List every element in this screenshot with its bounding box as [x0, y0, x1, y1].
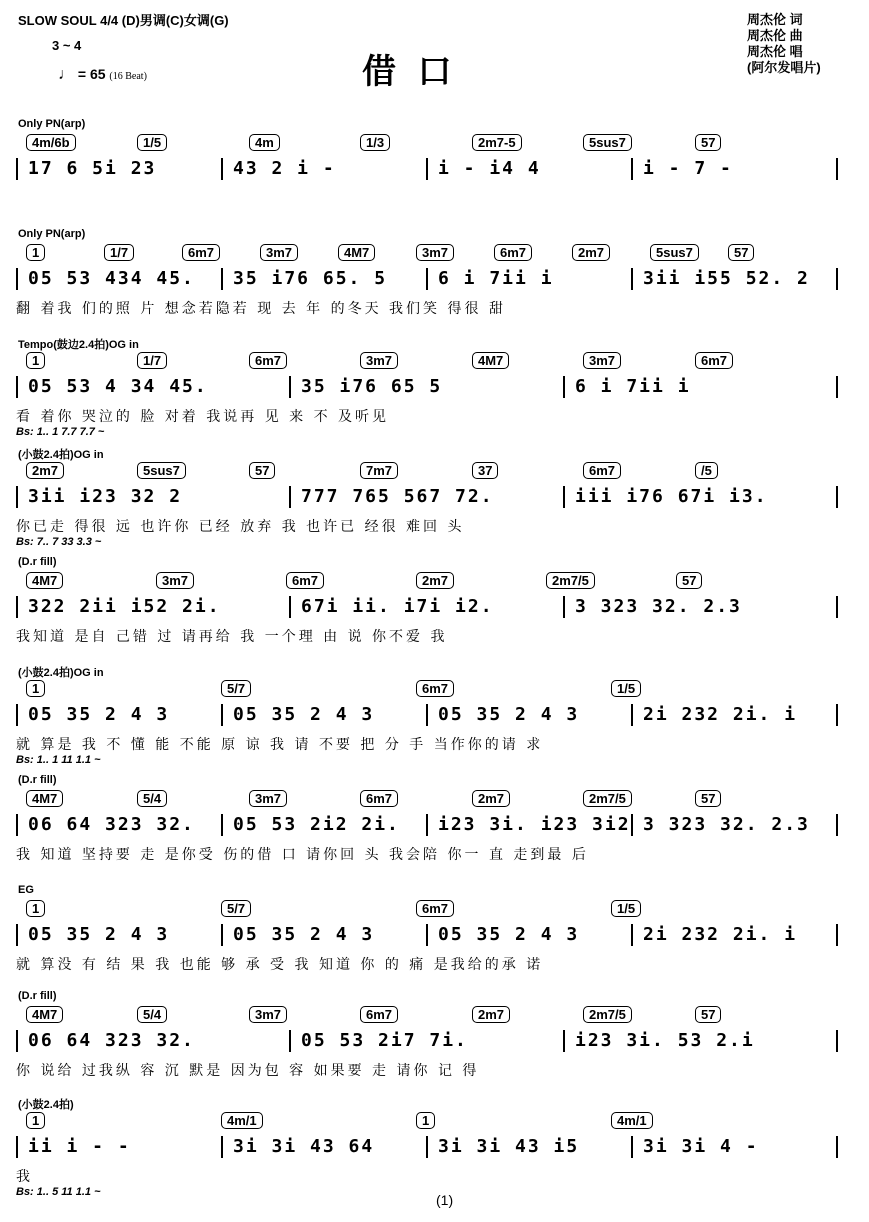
barline — [16, 268, 18, 290]
measure-notes: 05 35 2 4 3 — [438, 704, 580, 725]
chord-symbol: 3m7 — [249, 790, 287, 807]
measure-notes: 35 i76 65. 5 — [233, 268, 388, 289]
credit-singer: 周杰伦 唱 — [747, 44, 803, 59]
chord-symbol: 3m7 — [260, 244, 298, 261]
chord-symbol: 3m7 — [360, 352, 398, 369]
measure-notes: 6 i 7ii i — [575, 376, 691, 397]
barline — [221, 158, 223, 180]
chord-symbol: 5/4 — [137, 1006, 167, 1023]
measure-notes: 06 64 323 32. — [28, 1030, 195, 1051]
system-annotation: EG — [18, 884, 34, 896]
chord-symbol: 1/7 — [104, 244, 134, 261]
measure-notes: 35 i76 65 5 — [301, 376, 443, 397]
chord-symbol: 1 — [416, 1112, 435, 1129]
chord-symbol: 3m7 — [156, 572, 194, 589]
measure-notes: 05 35 2 4 3 — [28, 924, 170, 945]
chord-symbol: /5 — [695, 462, 718, 479]
chord-symbol: 6m7 — [416, 680, 454, 697]
barline — [289, 376, 291, 398]
chord-symbol: 1 — [26, 680, 45, 697]
chord-row — [16, 900, 856, 920]
chord-symbol: 2m7-5 — [472, 134, 522, 151]
chord-row — [16, 352, 856, 372]
chord-symbol: 2m7/5 — [583, 790, 632, 807]
measure-notes: 05 35 2 4 3 — [233, 924, 375, 945]
barline — [426, 704, 428, 726]
barline — [563, 1030, 565, 1052]
measure-notes: 05 35 2 4 3 — [438, 924, 580, 945]
measure-notes: 3 323 32. 2.3 — [575, 596, 742, 617]
chord-symbol: 6m7 — [583, 462, 621, 479]
chord-symbol: 5/4 — [137, 790, 167, 807]
measure-notes: 05 35 2 4 3 — [233, 704, 375, 725]
system-annotation: (D.r fill) — [18, 990, 57, 1002]
barline — [631, 268, 633, 290]
chord-symbol: 57 — [728, 244, 754, 261]
barline — [16, 1136, 18, 1158]
chord-symbol: 2m7 — [472, 790, 510, 807]
measure-row — [16, 376, 856, 400]
measure-notes: 6 i 7ii i — [438, 268, 554, 289]
measure-notes: 05 53 4 34 45. — [28, 376, 208, 397]
song-title: 借 口 — [362, 53, 458, 91]
chord-symbol: 1/7 — [137, 352, 167, 369]
measure-notes: i - i4 4 — [438, 158, 541, 179]
measure-notes: 2i 232 2i. i — [643, 924, 798, 945]
barline — [631, 814, 633, 836]
chord-symbol: 4M7 — [26, 790, 63, 807]
system-annotation: Only PN(arp) — [18, 118, 86, 130]
credit-composer: 周杰伦 曲 — [747, 28, 803, 43]
chord-symbol: 3m7 — [249, 1006, 287, 1023]
chord-symbol: 6m7 — [249, 352, 287, 369]
lyric-line: 我 — [16, 1169, 33, 1185]
chord-symbol: 2m7/5 — [546, 572, 595, 589]
bass-line: Bs: 1.. 1 7.7 7.7 ~ — [16, 426, 105, 438]
chord-symbol: 4m/6b — [26, 134, 76, 151]
barline — [836, 596, 838, 618]
barline — [836, 376, 838, 398]
measure-notes: 17 6 5i 23 — [28, 158, 157, 179]
system-annotation: (D.r fill) — [18, 556, 57, 568]
barline — [289, 596, 291, 618]
chord-symbol: 6m7 — [182, 244, 220, 261]
barline — [426, 814, 428, 836]
barline — [16, 376, 18, 398]
chord-symbol: 4m — [249, 134, 280, 151]
measure-notes: 322 2ii i52 2i. — [28, 596, 221, 617]
lyric-line: 看 着你 哭泣的 脸 对着 我说再 见 来 不 及听见 — [16, 409, 390, 425]
system-annotation: Only PN(arp) — [18, 228, 86, 240]
barline — [836, 814, 838, 836]
chord-symbol: 1 — [26, 244, 45, 261]
barline — [836, 158, 838, 180]
system-annotation: (小鼓2.4拍) — [18, 1099, 74, 1111]
chord-symbol: 4m/1 — [611, 1112, 653, 1129]
barline — [221, 924, 223, 946]
measure-row — [16, 814, 856, 838]
lyric-line: 我知道 是自 己错 过 请再给 我 一个理 由 说 你不爱 我 — [16, 629, 448, 645]
system-annotation: (D.r fill) — [18, 774, 57, 786]
measure-notes: 3ii i55 52. 2 — [643, 268, 810, 289]
chord-symbol: 57 — [695, 134, 721, 151]
measure-row — [16, 704, 856, 728]
measure-notes: iii i76 67i i3. — [575, 486, 768, 507]
measure-row — [16, 486, 856, 510]
barline — [426, 268, 428, 290]
chord-symbol: 2m7 — [416, 572, 454, 589]
barline — [221, 1136, 223, 1158]
measure-notes: 67i ii. i7i i2. — [301, 596, 494, 617]
barline — [836, 486, 838, 508]
tempo-mark: ♩ = 65 (16 Beat) — [58, 66, 147, 83]
barline — [16, 596, 18, 618]
lyric-line: 就 算是 我 不 懂 能 不能 原 谅 我 请 不要 把 分 手 当作你的请 求 — [16, 737, 544, 753]
chord-symbol: 1/5 — [611, 900, 641, 917]
barline — [16, 158, 18, 180]
chord-symbol: 37 — [472, 462, 498, 479]
barline — [221, 268, 223, 290]
lyric-line: 你已走 得很 远 也许你 已经 放弃 我 也许已 经很 难回 头 — [16, 519, 465, 535]
measure-notes: 3 323 32. 2.3 — [643, 814, 810, 835]
chord-symbol: 57 — [695, 790, 721, 807]
chord-symbol: 5sus7 — [650, 244, 699, 261]
measure-notes: 06 64 323 32. — [28, 814, 195, 835]
chord-symbol: 5sus7 — [583, 134, 632, 151]
measure-notes: 3ii i23 32 2 — [28, 486, 183, 507]
chord-row — [16, 1006, 856, 1026]
measure-row — [16, 158, 856, 182]
barline — [16, 1030, 18, 1052]
barline — [563, 596, 565, 618]
barline — [426, 158, 428, 180]
barline — [16, 924, 18, 946]
barline — [836, 268, 838, 290]
bass-line: Bs: 1.. 1 11 1.1 ~ — [16, 754, 101, 766]
barline — [221, 814, 223, 836]
chord-symbol: 57 — [695, 1006, 721, 1023]
chord-symbol: 4M7 — [26, 1006, 63, 1023]
bass-line: Bs: 7.. 7 33 3.3 ~ — [16, 536, 102, 548]
measure-row — [16, 1030, 856, 1054]
chord-symbol: 1 — [26, 1112, 45, 1129]
chord-symbol: 1 — [26, 900, 45, 917]
barline — [16, 486, 18, 508]
chord-symbol: 6m7 — [360, 1006, 398, 1023]
barline — [289, 486, 291, 508]
meter: 3 ~ 4 — [52, 38, 82, 53]
credit-lyricist: 周杰伦 词 — [747, 12, 803, 27]
measure-notes: i23 3i. i23 3i2 — [438, 814, 631, 835]
chord-symbol: 6m7 — [416, 900, 454, 917]
barline — [563, 376, 565, 398]
chord-row — [16, 462, 856, 482]
barline — [836, 1030, 838, 1052]
barline — [426, 1136, 428, 1158]
chord-symbol: 4M7 — [26, 572, 63, 589]
chord-symbol: 4m/1 — [221, 1112, 263, 1129]
barline — [563, 486, 565, 508]
measure-notes: 05 53 434 45. — [28, 268, 195, 289]
page-number: (1) — [436, 1192, 454, 1208]
lyric-line: 我 知道 坚持要 走 是你受 伤的借 口 请你回 头 我会陪 你一 直 走到最 后 — [16, 847, 589, 863]
chord-symbol: 1 — [26, 352, 45, 369]
measure-notes: ii i - - — [28, 1136, 131, 1157]
chord-row — [16, 790, 856, 810]
chord-symbol: 1/3 — [360, 134, 390, 151]
chord-symbol: 7m7 — [360, 462, 398, 479]
chord-symbol: 2m7/5 — [583, 1006, 632, 1023]
chord-symbol: 6m7 — [494, 244, 532, 261]
chord-symbol: 3m7 — [583, 352, 621, 369]
chord-row — [16, 680, 856, 700]
barline — [16, 814, 18, 836]
system-annotation: Tempo(鼓边2.4拍)OG in — [18, 339, 139, 351]
system-annotation: (小鼓2.4拍)OG in — [18, 449, 104, 461]
measure-notes: i - 7 - — [643, 158, 733, 179]
measure-notes: 05 35 2 4 3 — [28, 704, 170, 725]
chord-symbol: 6m7 — [695, 352, 733, 369]
lyric-line: 你 说给 过我纵 容 沉 默是 因为包 容 如果要 走 请你 记 得 — [16, 1063, 480, 1079]
measure-notes: 3i 3i 4 - — [643, 1136, 759, 1157]
chord-symbol: 4M7 — [472, 352, 509, 369]
chord-symbol: 3m7 — [416, 244, 454, 261]
measure-notes: 777 765 567 72. — [301, 486, 494, 507]
chord-symbol: 6m7 — [286, 572, 324, 589]
chord-symbol: 5sus7 — [137, 462, 186, 479]
measure-notes: 2i 232 2i. i — [643, 704, 798, 725]
bass-line: Bs: 1.. 5 11 1.1 ~ — [16, 1186, 101, 1198]
barline — [16, 704, 18, 726]
chord-symbol: 6m7 — [360, 790, 398, 807]
measure-row — [16, 596, 856, 620]
chord-symbol: 5/7 — [221, 680, 251, 697]
measure-notes: 05 53 2i2 2i. — [233, 814, 400, 835]
chord-symbol: 57 — [249, 462, 275, 479]
barline — [836, 1136, 838, 1158]
chord-symbol: 2m7 — [472, 1006, 510, 1023]
measure-row — [16, 924, 856, 948]
barline — [631, 704, 633, 726]
barline — [836, 704, 838, 726]
quarter-note-icon: ♩ — [58, 66, 74, 83]
barline — [631, 158, 633, 180]
system-annotation: (小鼓2.4拍)OG in — [18, 667, 104, 679]
barline — [836, 924, 838, 946]
barline — [221, 704, 223, 726]
measure-notes: i23 3i. 53 2.i — [575, 1030, 755, 1051]
chord-row — [16, 1112, 856, 1132]
barline — [631, 1136, 633, 1158]
chord-symbol: 5/7 — [221, 900, 251, 917]
chord-symbol: 1/5 — [611, 680, 641, 697]
chord-symbol: 1/5 — [137, 134, 167, 151]
barline — [426, 924, 428, 946]
chord-row — [16, 572, 856, 592]
credit-label: (阿尔发唱片) — [747, 60, 821, 75]
chord-symbol: 4M7 — [338, 244, 375, 261]
measure-row — [16, 268, 856, 292]
barline — [289, 1030, 291, 1052]
measure-notes: 3i 3i 43 64 — [233, 1136, 375, 1157]
chord-row — [16, 244, 856, 264]
measure-notes: 3i 3i 43 i5 — [438, 1136, 580, 1157]
style-line: SLOW SOUL 4/4 (D)男调(C)女调(G) — [18, 13, 229, 28]
lyric-line: 就 算没 有 结 果 我 也能 够 承 受 我 知道 你 的 痛 是我给的承 诺 — [16, 957, 544, 973]
chord-row — [16, 134, 856, 154]
chord-symbol: 57 — [676, 572, 702, 589]
measure-notes: 43 2 i - — [233, 158, 336, 179]
chord-symbol: 2m7 — [26, 462, 64, 479]
lyric-line: 翻 着我 们的照 片 想念若隐若 现 去 年 的冬天 我们笑 得很 甜 — [16, 301, 506, 317]
measure-notes: 05 53 2i7 7i. — [301, 1030, 468, 1051]
chord-symbol: 2m7 — [572, 244, 610, 261]
barline — [631, 924, 633, 946]
measure-row — [16, 1136, 856, 1160]
credits — [747, 12, 821, 76]
